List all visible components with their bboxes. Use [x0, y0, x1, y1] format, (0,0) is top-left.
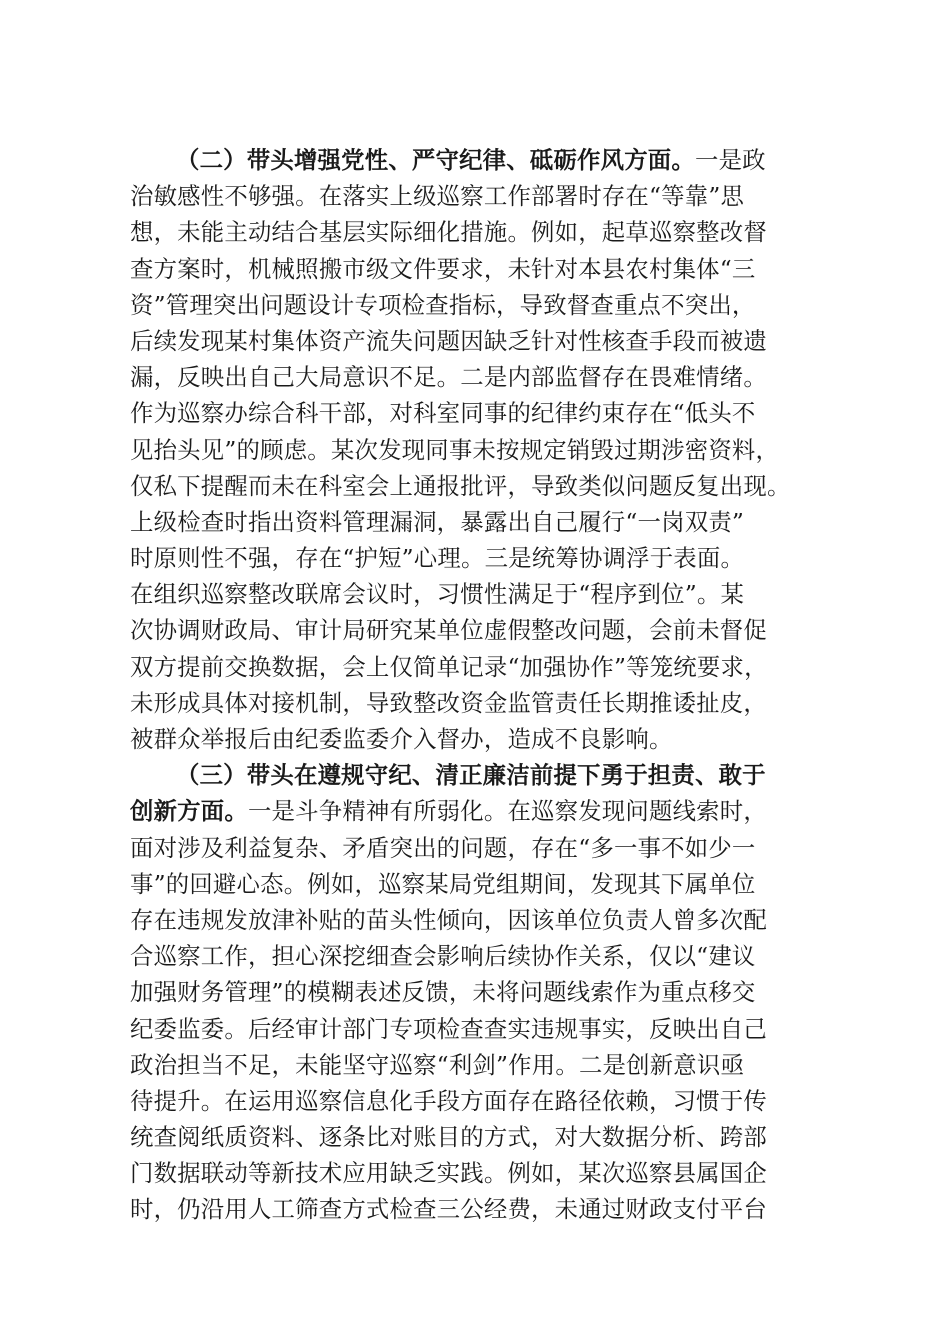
- text-line: 事”的回避心态。例如，巡察某局党组期间，发现其下属单位: [130, 869, 756, 898]
- paragraph-3-second-line: [130, 793, 830, 829]
- text-line: 一是政: [695, 146, 766, 174]
- text-line: 待提升。在运用巡察信息化手段方面存在路径依赖，习惯于传: [130, 1086, 767, 1115]
- document-body: [130, 142, 830, 1228]
- text-line: 后续发现某村集体资产流失问题因缺乏针对性核查手段而被遗: [130, 326, 767, 355]
- text-line: 资”管理突出问题设计专项检查指标，导致督查重点不突出，: [130, 290, 756, 319]
- text-line: 作为巡察办综合科干部，对科室同事的纪律约束存在“低头不: [130, 399, 756, 428]
- text-line: 未形成具体对接机制，导致整改资金监管责任长期推诿扯皮，: [130, 688, 767, 717]
- text-line: 在组织巡察整改联席会议时，习惯性满足于“程序到位”。某: [130, 580, 745, 609]
- text-line: 时，仍沿用人工筛查方式检查三公经费，未通过财政支付平台: [130, 1195, 767, 1224]
- paragraph-3-heading: （三）带头在遵规守纪、清正廉洁前提下勇于担责、敢于: [176, 761, 766, 790]
- text-line: 合巡察工作，担心深挖细查会影响后续协作关系，仅以“建议: [130, 942, 756, 971]
- paragraph-2-heading: （二）带头增强党性、严守纪律、砥砺作风方面。: [176, 146, 695, 174]
- text-line: 纪委监委。后经审计部门专项检查查实违规事实，反映出自己: [130, 1014, 767, 1043]
- text-line: 次协调财政局、审计局研究某单位虚假整改问题，会前未督促: [130, 616, 767, 645]
- paragraph-3-heading-cont: 创新方面。: [130, 797, 248, 826]
- text-line: 上级检查时指出资料管理漏洞，暴露出自己履行“一岗双责”: [130, 507, 745, 536]
- text-line: 加强财务管理”的模糊表述反馈，未将问题线索作为重点移交: [130, 978, 756, 1007]
- text-line: 被群众举报后由纪委监委介入督办，造成不良影响。: [130, 725, 673, 753]
- text-line: 查方案时，机械照搬市级文件要求，未针对本县农村集体“三: [130, 254, 756, 283]
- text-line: 时原则性不强，存在“护短”心理。三是统筹协调浮于表面。: [130, 544, 745, 573]
- text-line: 一是斗争精神有所弱化。在巡察发现问题线索时，: [247, 797, 767, 826]
- paragraph-2-first-line: [130, 142, 830, 178]
- text-line: 面对涉及利益复杂、矛盾突出的问题，存在“多一事不如少一: [130, 833, 756, 862]
- text-line: 存在违规发放津补贴的苗头性倾向，因该单位负责人曾多次配: [130, 905, 767, 934]
- text-line: 治敏感性不够强。在落实上级巡察工作部署时存在“等靠”思: [130, 182, 745, 211]
- text-line: 见抬头见”的顾虑。某次发现同事未按规定销毁过期涉密资料，: [130, 435, 780, 464]
- text-line: 漏，反映出自己大局意识不足。二是内部监督存在畏难情绪。: [130, 363, 767, 392]
- text-line: 统查阅纸质资料、逐条比对账目的方式，对大数据分析、跨部: [130, 1123, 767, 1152]
- text-line: 政治担当不足，未能坚守巡察“利剑”作用。二是创新意识亟: [130, 1050, 745, 1079]
- text-line: 仅私下提醒而未在科室会上通报批评，导致类似问题反复出现。: [130, 471, 791, 500]
- text-line: 双方提前交换数据，会上仅简单记录“加强协作”等笼统要求，: [130, 652, 768, 681]
- text-line: 门数据联动等新技术应用缺乏实践。例如，某次巡察县属国企: [130, 1159, 767, 1188]
- text-line: 想，未能主动结合基层实际细化措施。例如，起草巡察整改督: [130, 218, 767, 247]
